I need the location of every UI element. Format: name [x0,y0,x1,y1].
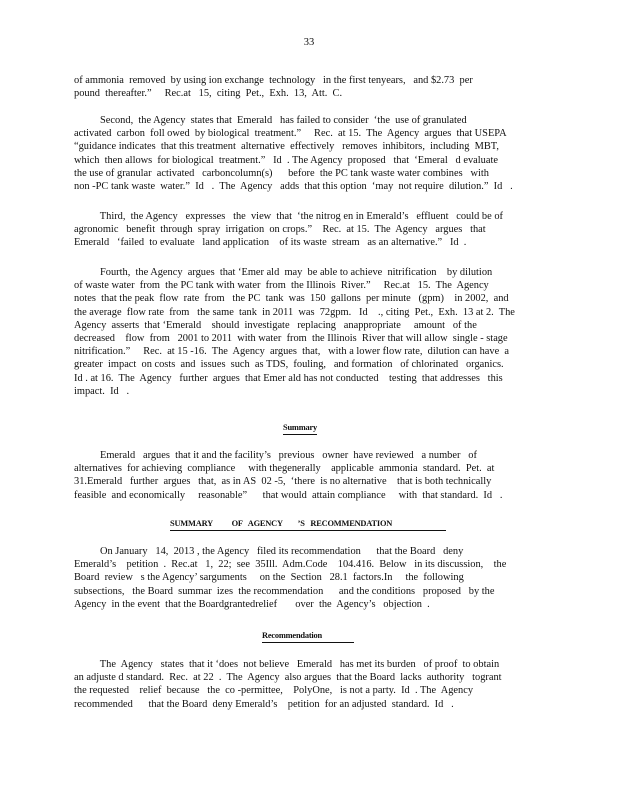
text-line: the average flow rate from the same tank in 2011 was 72gpm. Id ., citing Pet., Exh. 13 at 2. The [74,306,515,318]
text-line: Board review s the Agency’ sarguments on the Section 28.1 factors.In the following [74,572,464,584]
text-line: Id . at 16. The Agency further argues that Emer ald has not conducted testing that addresses this [74,372,503,384]
text-line: “guidance indicates that this treatment alternative effectively removes inhibitors, including MBT, [74,141,499,153]
text-line: Third, the Agency expresses the view that ‘the nitrog en in Emerald’s effluent could be of [74,211,503,222]
text-line: the requested relief because the co -permittee, PolyOne, is not a party. Id . The Agency [74,685,474,697]
text-line: Emerald’s petition . Rec.at 1, 22; see 35Ill. Adm.Code 104.416. Below in its discussion, the [74,559,507,571]
text-line: On January 14, 2013 , the Agency filed its recommendation that the Board deny [74,546,464,557]
text-line: Agency asserts that ‘Emerald should investigate replacing anappropriate amount of the [74,319,477,331]
text-line: nitrification.” Rec. at 15 -16. The Agency argues that, with a lower flow rate, dilution can have a [74,346,510,358]
text-line: greater impact on costs and issues such as TDS, fouling, and formation of chlorinated organics. [74,359,504,371]
text-line: of waste water from the PC tank with water from the Illinois River.” Rec.at 15. The Agency [74,280,489,292]
text-line: recommended that the Board deny Emerald’s petition for an adjusted standard. Id . [74,698,454,710]
text-line: of ammonia removed by using ion exchange technology in the first tenyears, and $2.73 per [74,75,473,86]
text-line: Emerald ‘failed to evaluate land application of its waste stream as an alternative.” Id . [74,237,467,249]
text-line: Fourth, the Agency argues that ‘Emer ald may be able to achieve nitrification by dilution [74,267,493,278]
text-line: agronomic benefit through spray irrigation on crops.” Rec. at 15. The Agency argues that [74,224,486,236]
text-line: The Agency states that it ‘does not believe Emerald has met its burden of proof to obtain [74,659,500,670]
heading-summary: Summary [283,423,317,435]
text-line: Second, the Agency states that Emerald has failed to consider ‘the use of granulated [74,115,467,126]
page-number: 33 [303,37,315,48]
text-line: non -PC tank waste water.” Id . The Agency adds that this option ‘may not require dilution.” Id . [74,180,513,192]
text-line: feasible and economically reasonable” that would attain compliance with that standard. Id . [74,489,503,501]
text-line: which then allows for biological treatment.” Id . The Agency proposed that ‘Emeral d evaluate [74,154,498,166]
paragraph-dilution [74,266,544,398]
text-line: subsections, the Board summar izes the recommendation and the conditions proposed by the [74,585,495,597]
text-line: Emerald argues that it and the facility’s previous owner have reviewed a number of [74,450,477,461]
paragraph-agency-filed [74,545,544,611]
heading-recommendation: Recommendation [262,631,354,643]
text-line: activated carbon foll owed by biological treatment.” Rec. at 15. The Agency argues that USEPA [74,128,507,140]
text-line: an adjuste d standard. Rec. at 22 . The Agency also argues that the Board lacks authority togrant [74,672,502,684]
paragraph-emerald-alternatives [74,449,544,502]
paragraph-land-application [74,210,544,250]
paragraph-ion-exchange-cost [74,74,544,100]
paragraph-granulated-carbon [74,114,544,193]
text-line: impact. Id . [74,385,130,397]
paragraph-recommendation [74,658,544,711]
text-line: Agency in the event that the Boardgrantedrelief over the Agency’s objection . [74,598,430,610]
heading-summary-of-agency-recommendation: SUMMARY OF AGENCY ’S RECOMMENDATION [170,519,446,531]
text-line: alternatives for achieving compliance with thegenerally applicable ammonia standard. Pet. at [74,463,495,475]
text-line: notes that the peak flow rate from the PC tank was 150 gallons per minute (gpm) in 2002, and [74,293,509,305]
text-line: 31.Emerald further argues that, as in AS 02 -5, ‘there is no alternative that is both technically [74,476,492,488]
text-line: decreased flow from 2001 to 2011 with water from the Illinois River that will allow single - stage [74,332,508,344]
text-line: the use of granular activated carboncolumn(s) before the PC tank waste water combines with [74,167,489,179]
text-line: pound thereafter.” Rec.at 15, citing Pet., Exh. 13, Att. C. [74,88,343,100]
